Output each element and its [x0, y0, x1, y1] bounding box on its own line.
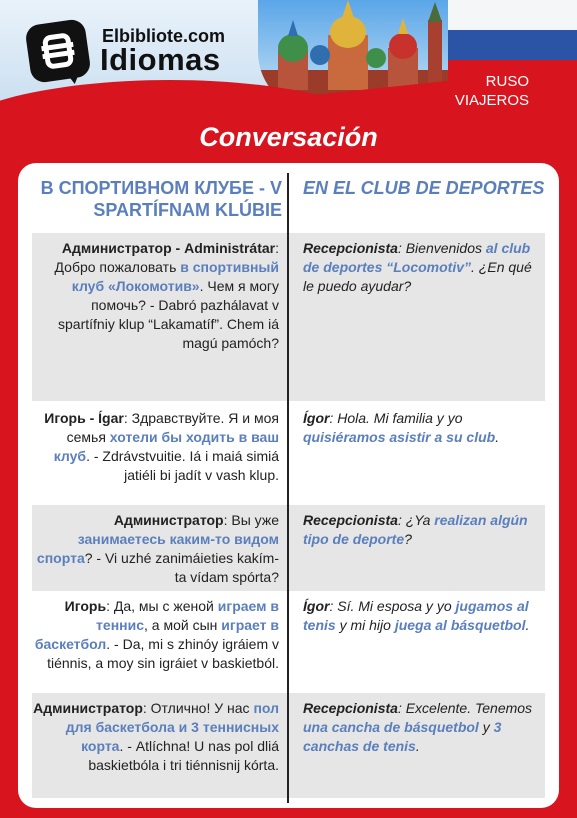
dialogue-text: : Добро пожаловать	[54, 240, 279, 275]
dialogue-text: .	[495, 429, 500, 445]
dialogue-text: : Hola. Mi familia y yo	[329, 410, 463, 426]
speaker-name: Recepcionista	[303, 700, 398, 716]
language-label: RUSO	[485, 73, 529, 90]
speaker-name: Ígor	[303, 410, 330, 426]
brand-url: Elbibliote.com	[102, 26, 226, 46]
column-header-spanish: EN EL CLUB DE DEPORTES	[303, 178, 545, 198]
dialogue-text: : Sí. Mi esposa y yo	[329, 598, 456, 614]
speaker-name: Администратор	[113, 512, 224, 528]
russian-line	[32, 591, 279, 673]
audience-label: VIAJEROS	[454, 92, 529, 109]
logo-icon	[24, 18, 91, 84]
highlighted-phrase: в спортивный клуб «Локомотив»	[71, 259, 279, 294]
brand-name: Idiomas	[100, 42, 221, 77]
highlighted-phrase: играет в баскетбол	[34, 617, 279, 652]
speaker-name: Recepcionista	[303, 240, 398, 256]
spanish-line	[303, 591, 543, 635]
spanish-line	[303, 505, 543, 549]
speaker-name: Recepcionista	[303, 512, 398, 528]
russian-line	[32, 505, 279, 587]
dialogue-text: .	[525, 617, 530, 633]
speaker-name: Игорь - Ígar	[44, 410, 124, 426]
conversation-card	[18, 163, 559, 808]
dialogue-text: , а мой сын	[144, 617, 222, 633]
highlighted-phrase: una cancha de básquetbol	[303, 719, 479, 735]
page-title: Conversación	[199, 122, 378, 152]
russian-line	[32, 403, 279, 485]
spanish-line	[303, 403, 543, 447]
dialogue-text: : ¿Ya	[397, 512, 435, 528]
dialogue-text: : Excelente. Tenemos	[397, 700, 533, 716]
dialogue-text: . - Da, mi s zhinóy igráiem v tiénnis, a moy sin igráiet v baskietból.	[47, 636, 279, 671]
dialogue-text: : Да, мы с женой	[106, 598, 218, 614]
dialogue-text: : Отлично! У нас	[142, 700, 254, 716]
highlighted-phrase: juega al básquetbol	[394, 617, 526, 633]
dialogue-text: y	[478, 719, 494, 735]
dialogue-text: ?	[404, 531, 412, 547]
dialogue-text: y mi hijo	[335, 617, 395, 633]
spanish-line	[303, 233, 543, 296]
column-header-russian: В СПОРТИВНОМ КЛУБЕ - V SPARTÍFNAM KLÚBIE	[40, 178, 282, 220]
dialogue-text: .	[415, 738, 420, 754]
russian-line	[32, 233, 279, 353]
speaker-name: Ígor	[303, 598, 330, 614]
spanish-line	[303, 693, 543, 756]
speaker-name: Игорь	[64, 598, 107, 614]
highlighted-phrase: quisiéramos asistir a su club	[303, 429, 496, 445]
dialogue-text: : Здравствуйте. Я и моя семья	[66, 410, 279, 445]
dialogue-text: : Bienvenidos	[397, 240, 486, 256]
highlighted-phrase: играем в теннис	[96, 598, 279, 633]
highlighted-phrase: пол для баскетбола и 3 теннисных корта	[65, 700, 279, 754]
dialogue-text: . ¿En qué le puedo ayudar?	[303, 259, 532, 294]
dialogue-text: ? - Vi uzhé zanimáieties kakím-ta vídam spórta?	[84, 550, 279, 585]
highlighted-phrase: хотели бы ходить в ваш клуб	[53, 429, 279, 464]
highlighted-phrase: al club de deportes “Locomotiv”	[303, 240, 531, 275]
speaker-name: Администратор - Administrátar	[61, 240, 276, 256]
speaker-name: Администратор	[33, 700, 143, 716]
dialogue-text: : Вы уже	[223, 512, 279, 528]
highlighted-phrase: realizan algún tipo de deporte	[303, 512, 528, 547]
header-banner	[0, 0, 577, 120]
highlighted-phrase: jugamos al tenis	[303, 598, 529, 633]
dialogue-text: . Чем я могу помочь? - Dabró pazhálavat v spartífniy klup “Lakamatíf”. Chem iá magú pamóch?	[58, 278, 279, 351]
highlighted-phrase: 3 canchas de tenis	[303, 719, 502, 754]
language-tag	[455, 72, 529, 110]
column-divider	[287, 173, 289, 803]
dialogue-text: . - Zdrávstvuitie. Iá i maiá simiá jatiéli bi jadít v vash klup.	[86, 448, 279, 483]
russian-line	[32, 693, 279, 775]
highlighted-phrase: занимаетесь каким-то видом спорта	[36, 531, 279, 566]
dialogue-text: . - Atlíchna! U nas pol dliá baskietbóla i tri tiénnisnij kórta.	[88, 738, 279, 773]
